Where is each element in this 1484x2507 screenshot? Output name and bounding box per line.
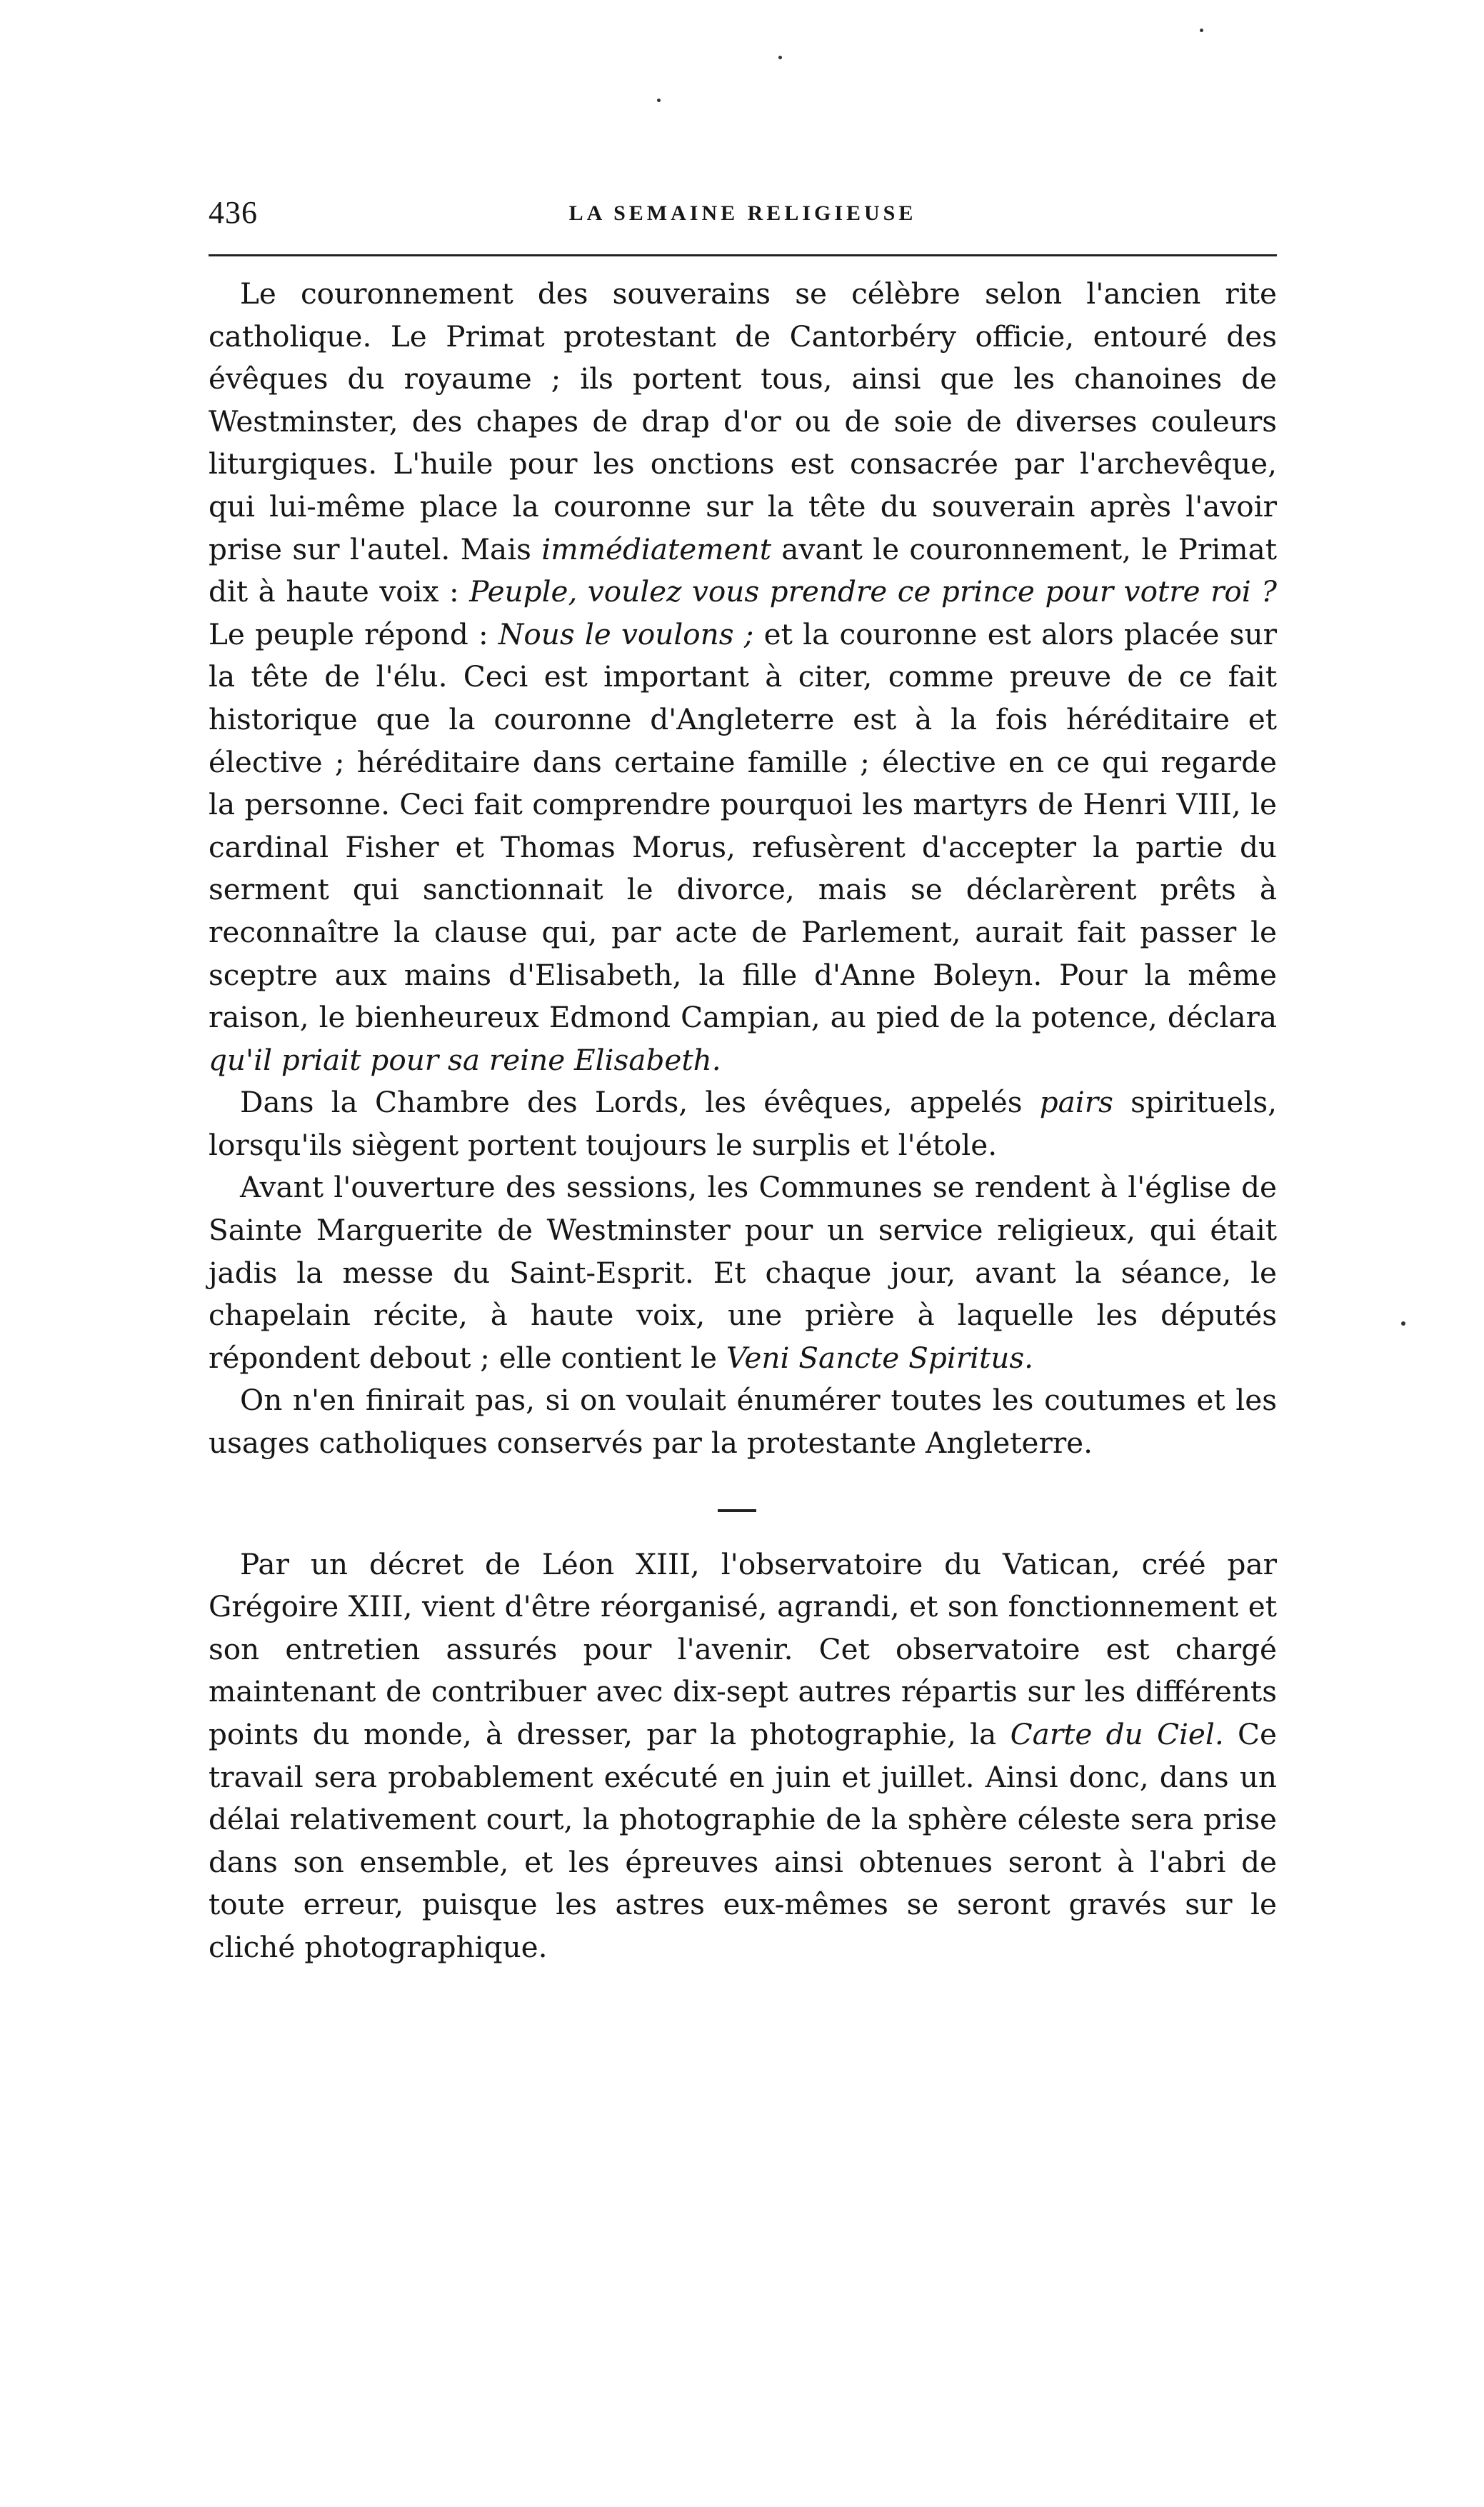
section-separator xyxy=(209,1465,1277,1543)
paragraph-vatican-observatory: Par un décret de Léon XIII, l'observatoire du Vatican, créé par Grégoire XIII, vient d'être réorganisé, agrandi, et son fonctionnement et son entretien assurés pour l'avenir. Cet observatoire est chargé maintenant de contribuer avec dix-sept autres répartis sur les différents points du monde, à dresser, par la photographie, la Carte du Ciel. Ce travail sera probablement exécuté en juin et juillet. Ainsi donc, dans un délai relativement court, la photographie de la sphère céleste sera prise dans son ensemble, et les épreuves ainsi obtenues seront à l'abri de toute erreur, puisque les astres eux-mêmes se seront gravés sur le cliché photographique. xyxy=(209,1546,1277,1964)
scan-speck xyxy=(1200,29,1203,32)
paragraph-coronation: Le couronnement des souverains se célèbre selon l'ancien rite catholique. Le Primat protestant de Cantorbéry officie, entouré des évêques du royaume ; ils portent tous, ainsi que les chanoines de Westminster, des chapes de drap d'or ou de soie de diverses couleurs liturgiques. L'huile pour les onctions est consacrée par l'archevêque, qui lui-même place la couronne sur la tête du souverain après l'avoir prise sur l'autel. Mais immédiatement avant le couronnement, le Primat dit à haute voix : Peuple, voulez vous prendre ce prince pour votre roi ? Le peuple répond : Nous le voulons ; et la couronne est alors placée sur la tête de l'élu. Ceci est important à citer, comme preuve de ce fait historique que la couronne d'Angleterre est à la fois héréditaire et élective ; héréditaire dans certaine famille ; élective en ce qui regarde la personne. Ceci fait comprendre pourquoi les martyrs de Henri VIII, le cardinal Fisher et Thomas Morus, refusèrent d'accepter la partie du serment qui sanctionnait le divorce, mais se déclarèrent prêts à reconnaître la clause qui, par acte de Parlement, aurait fait passer le sceptre aux mains d'Elisabeth, la fille d'Anne Boleyn. Pour la même raison, le bienheureux Edmond Campian, au pied de la potence, déclara qu'il priait pour sa reine Elisabeth. xyxy=(209,276,1277,1077)
running-head xyxy=(209,194,1277,237)
scan-speck xyxy=(657,99,661,102)
paragraph-customs: On n'en finirait pas, si on voulait énumérer toutes les coutumes et les usages catholiques conservés par la protestante Angleterre. xyxy=(209,1383,1277,1461)
scan-speck xyxy=(1401,1321,1405,1326)
paragraph-commons: Avant l'ouverture des sessions, les Communes se rendent à l'église de Sainte Marguerite de Westminster pour un service religieux, qui était jadis la messe du Saint-Esprit. Et chaque jour, avant la séance, le chapelain récite, à haute voix, une prière à laquelle les députés répondent debout ; elle contient le Veni Sancte Spiritus. xyxy=(209,1170,1277,1375)
page-number: 436 xyxy=(209,195,258,230)
header-rule xyxy=(209,254,1277,256)
paragraph-house-of-lords: Dans la Chambre des Lords, les évêques, appelés pairs spirituels, lorsqu'ils siègent portent toujours le surplis et l'étole. xyxy=(209,1085,1277,1162)
scan-speck xyxy=(778,56,782,59)
body-text xyxy=(209,273,1277,1969)
separator-dash xyxy=(718,1509,756,1512)
running-title: LA SEMAINE RELIGIEUSE xyxy=(568,201,917,225)
